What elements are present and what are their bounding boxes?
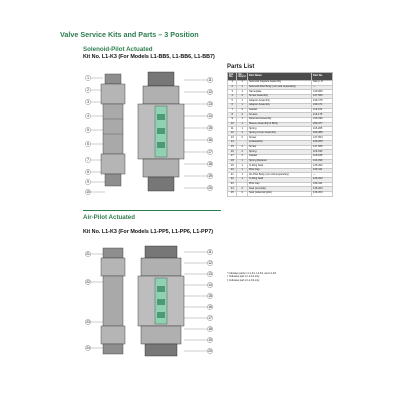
cell-part-no: 126-203 [312,187,333,192]
callout-number: 5 [87,128,89,133]
cell-part-no: 127-564 [312,136,333,141]
callout-number: 2 [87,88,89,93]
cell-part-no: 127-560 [312,94,333,99]
cell-ind-no: 18 [228,159,237,164]
cell-no-reqd: 1 [237,173,248,178]
cell-part-name: Screw Assembly [247,94,311,99]
cell-ind-no: 23 [228,182,237,187]
solenoid-pilot-valve-drawing [83,64,221,204]
cell-ind-no: 11 [228,127,237,132]
footnote: † Indicates part in L1-K1 only [227,275,260,279]
cell-no-reqd: 1 [237,122,248,127]
callout-number: 13 [208,272,212,277]
callout-number: 14 [208,283,212,288]
cell-part-name: Pilot Cap [247,168,311,173]
callout-number: 19 [208,338,212,343]
cell-ind-no: 13 [228,136,237,141]
cell-no-reqd: 2 [237,154,248,159]
cell-ind-no: 5 [228,99,237,104]
cell-no-reqd: 1 [237,131,248,136]
cell-part-name: O-Ring Seal [247,178,311,183]
cell-part-no: 116-390 [312,159,333,164]
cell-part-no: 115-330 [312,150,333,155]
cell-part-name: Solenoid Capsule Assembly [247,80,311,85]
callout-number: 23 [86,320,90,325]
callout-number: 20 [208,349,212,354]
callout-number: 24 [86,346,90,351]
callout-number: 19 [208,174,212,179]
cell-part-no: 109-411 [312,182,333,187]
cell-part-no: 109-411 [312,168,333,173]
cell-ind-no: 4 [228,94,237,99]
cell-part-no: 115-265 [312,127,333,132]
section-solenoid-title: Solenoid-Pilot Actuated [83,46,153,53]
col-part-no: Part No. [312,73,333,81]
cell-no-reqd: 1 [237,99,248,104]
cell-part-name: Screw [247,136,311,141]
callout-number: 15 [208,294,212,299]
cell-no-reqd: 2 [237,145,248,150]
cell-ind-no: 19 [228,164,237,169]
cell-ind-no: 21 [228,173,237,178]
cell-ind-no: 24 [228,187,237,192]
cell-ind-no: 20 [228,168,237,173]
col-part-name: Part Name [247,73,311,81]
cell-part-no: 219-175 [312,99,333,104]
cell-part-no: 209-380 [312,131,333,136]
footnote: * Indicates parts in L1-K1, L1-K2, and L1-K3 [227,272,276,275]
footnote: ‡ Indicates part in L1-K2 only [227,278,260,282]
callout-number: 18 [208,162,212,167]
cell-part-no: 118-189 [312,154,333,159]
callout-number: 3 [87,100,89,105]
cell-ind-no: 16 [228,150,237,155]
cell-no-reqd: 1 [237,80,248,85]
cell-part-no: — [312,173,333,178]
cell-part-no: 219-171 [312,104,333,109]
cell-ind-no: 2 [228,85,237,90]
cell-part-no: 126-202 [312,178,333,183]
callout-number: 9 [87,180,89,185]
air-section-view [138,246,184,356]
cell-no-reqd: 2 [237,150,248,155]
cell-part-name: Gasket [247,154,311,159]
callout-number: 16 [208,138,212,143]
cell-part-no: 126-202 [312,164,333,169]
cell-ind-no: 3 [228,90,237,95]
callout-number: 1 [87,76,89,81]
cell-part-name: Spring Retainer [247,159,311,164]
cell-no-reqd: 1 [237,164,248,169]
cell-no-reqd: 1 [237,127,248,132]
callout-number: 20 [208,186,212,191]
cell-part-no: See p. 8 [312,80,333,85]
cell-ind-no: 14 [228,141,237,146]
air-side-view [101,248,125,354]
parts-table [227,72,333,197]
callout-number: 22 [86,280,90,285]
cell-part-name: Seal (override) [247,187,311,192]
cell-ind-no: 1 [228,80,237,85]
section-divider [83,210,221,211]
cell-part-no: 126-205 [312,141,333,146]
cell-part-name: Pilot Cap [247,182,311,187]
cell-part-name: Air-Pilot Body (not sold separately) [247,173,311,178]
col-no-reqd: No. Req'd [238,72,246,79]
cell-part-no: 210-196 [312,117,333,122]
callout-number: 14 [208,114,212,119]
section-solenoid-kit: Kit No. L1-K3 (For Models L1-BB5, L1-BB6, L1-BB7) [83,54,215,60]
cell-no-reqd: 1 [237,104,248,109]
callout-number: 17 [208,316,212,321]
cell-ind-no: 9 [228,117,237,122]
callout-number: 21 [86,252,90,257]
cell-part-no: 209-377 [312,122,333,127]
cell-ind-no: 10 [228,122,237,127]
cell-no-reqd: 2 [237,136,248,141]
callout-number: 12 [208,90,212,95]
cell-ind-no: 15 [228,145,237,150]
callout-number: 16 [208,305,212,310]
cell-no-reqd: 2 [237,94,248,99]
footnotes [227,272,333,282]
cell-part-no: 127-565 [312,145,333,150]
cell-ind-no: 8 [228,113,237,118]
callout-number: 18 [208,327,212,332]
cell-part-no: 120-660 [312,90,333,95]
cell-part-name: Detented Assembly [247,117,311,122]
air-pilot-valve-drawing [83,242,221,366]
callout-number: 4 [87,114,89,119]
cell-ind-no: 17 [228,154,237,159]
cell-ind-no: 6 [228,104,237,109]
callout-number: 11 [208,78,212,83]
cell-no-reqd: 2 [237,113,248,118]
section-air-kit: Kit No. L1-K3 (For Models L1-PP5, L1-PP6, L1-PP7) [83,229,213,235]
page-title: Valve Service Kits and Parts – 3 Position [60,30,199,39]
cell-no-reqd: 1 [237,159,248,164]
parts-list-title: Parts List [227,64,255,70]
section-air-title: Air-Pilot Actuated [83,214,136,221]
table-row [228,191,333,196]
cell-ind-no: 12 [228,131,237,136]
cell-part-name: Solenoid-Pilot Body (not sold separately) [247,85,311,90]
cell-no-reqd: 2 [237,187,248,192]
cell-ind-no: 7 [228,108,237,113]
cell-no-reqd: 1 [237,85,248,90]
solenoid-side-view [101,74,125,186]
cell-part-name: Gasket [247,108,311,113]
cell-part-name: Sleeve Assembly & Body [247,122,311,127]
callout-number: 13 [208,102,212,107]
cell-ind-no: 25 [228,191,237,196]
cell-no-reqd: 2 [237,108,248,113]
cell-part-no: 113-161 [312,108,333,113]
cell-part-name: O-Ring Seal [247,164,311,169]
solenoid-section-view [138,72,184,191]
cell-part-name: Spring Cover Assembly [247,131,311,136]
callout-number: 10 [86,190,90,195]
cell-part-name: Nameplate [247,90,311,95]
callout-number: 6 [87,142,89,147]
cell-part-name: Screws [247,113,311,118]
cell-part-name: Adaptor Assembly [247,99,311,104]
cell-no-reqd: 2 [237,191,248,196]
callout-number: 17 [208,150,212,155]
callout-number: 12 [208,261,212,266]
cell-part-name: Adaptor Assembly [247,104,311,109]
cell-part-name: Spring [247,127,311,132]
cell-ind-no: 22 [228,178,237,183]
cell-part-name: Lockwasher [247,141,311,146]
col-ind-no: Ind. No. [228,73,237,81]
cell-part-name: Screw [247,145,311,150]
cell-part-no: — [312,85,333,90]
cell-part-no: 126-204 [312,191,333,196]
callout-number: 7 [87,158,89,163]
cell-no-reqd: 1 [237,90,248,95]
cell-no-reqd: 1 [237,168,248,173]
cell-no-reqd: 1 [237,178,248,183]
cell-part-no: 113-175 [312,113,333,118]
callout-number: 15 [208,126,212,131]
cell-no-reqd: 1 [237,117,248,122]
callout-number: 8 [87,170,89,175]
cell-part-name: Seal (solenoid pilot) [247,191,311,196]
cell-part-name: Spring [247,150,311,155]
callout-number: 11 [208,250,212,255]
